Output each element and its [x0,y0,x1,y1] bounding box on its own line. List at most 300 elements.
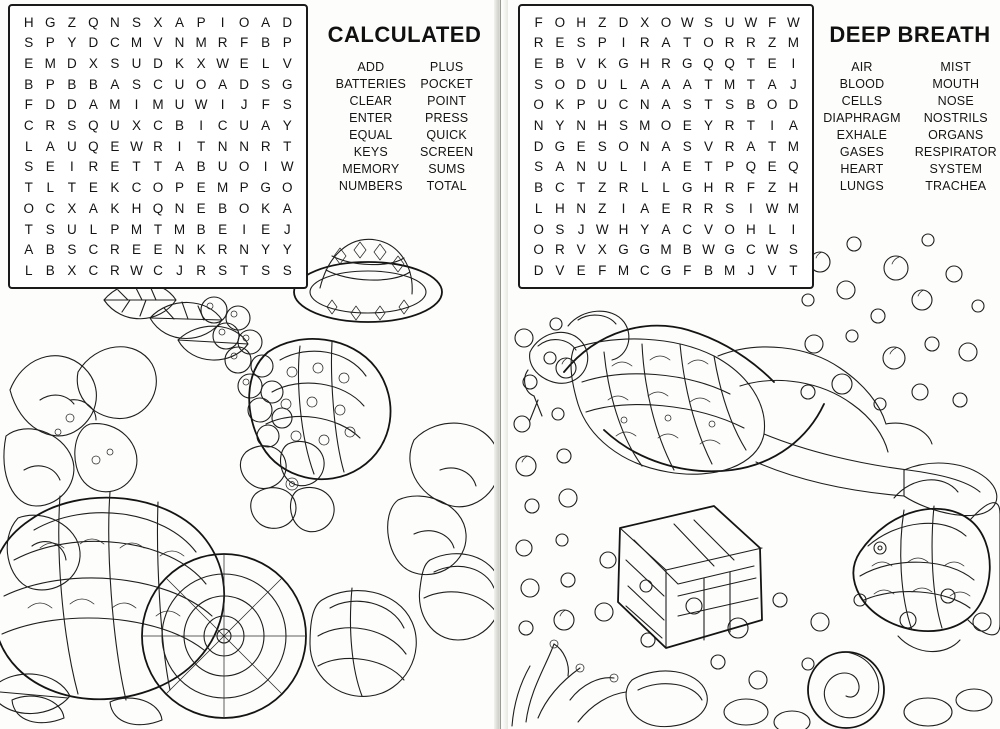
right-grid-cell: U [724,14,735,30]
left-grid-cell: D [66,97,77,113]
left-grid-cell: I [220,14,225,30]
right-grid-cell: G [554,138,566,154]
right-grid-cell: F [768,14,777,30]
right-grid-cell: D [533,138,544,154]
right-grid-cell: A [661,76,671,92]
right-grid-cell: S [682,138,692,154]
left-grid-cell: C [45,200,56,216]
right-grid-cell: O [533,242,544,258]
left-grid-cell: K [175,55,185,71]
left-grid-cell: P [45,76,55,92]
left-grid-cell: M [152,97,164,113]
left-grid-cell: X [67,262,77,278]
left-grid-cell: U [174,97,185,113]
left-grid-cell: F [240,35,249,51]
left-grid-cell: U [131,55,142,71]
right-word: NOSTRILS [923,111,988,125]
left-grid-cell: G [281,76,293,92]
right-grid-cell: Y [703,118,713,134]
right-grid-cell: M [787,138,799,154]
right-grid-cell: N [533,118,544,134]
left-grid-cell: B [45,262,55,278]
right-grid-cell: P [597,35,607,51]
left-grid-cell: R [110,262,120,278]
right-puzzle-title: DEEP BREATH [829,22,991,47]
left-grid-cell: A [110,76,120,92]
left-grid-cell: C [153,76,163,92]
right-grid-cell: M [724,262,736,278]
left-grid-cell: P [282,35,292,51]
right-grid-cell: L [641,180,649,196]
right-grid-cell: R [724,180,735,196]
right-word: MOUTH [932,77,980,91]
left-grid-cell: B [88,76,98,92]
left-grid-cell: H [131,200,142,216]
left-word: POCKET [420,77,473,91]
right-grid-cell: H [746,221,756,237]
left-grid-cell: R [88,159,99,175]
right-grid-cell: S [682,97,692,113]
left-grid-cell: X [196,55,206,71]
left-grid-cell: K [110,200,120,216]
left-grid-cell: A [218,76,228,92]
right-grid-cell: A [661,97,671,113]
right-grid-cell: S [597,138,607,154]
right-grid-cell: O [533,97,544,113]
right-grid-cell: O [660,14,672,30]
left-grid-cell: B [45,242,55,258]
left-grid-cell: C [110,35,120,51]
right-grid-cell: S [555,221,565,237]
right-grid-cell: L [619,159,628,175]
right-word: TRACHEA [925,179,987,193]
left-grid-cell: C [153,262,163,278]
left-grid-cell: N [239,242,250,258]
right-grid-cell: W [765,242,779,258]
left-puzzle-title: CALCULATED [327,22,482,47]
left-grid-cell: R [153,138,163,154]
right-grid-cell: M [639,118,651,134]
right-grid-cell: N [576,200,586,216]
right-grid-cell: R [703,200,714,216]
right-word: HEART [840,162,884,176]
left-grid-cell: I [69,159,74,175]
right-grid-cell: Q [724,55,735,71]
right-grid-cell: W [702,242,715,258]
right-grid-cell: U [597,159,608,175]
left-grid-cell: Q [88,14,99,30]
left-grid-cell: O [195,76,207,92]
left-grid-cell: W [130,262,143,278]
left-grid-cell: G [45,14,56,30]
right-grid-cell: Y [555,118,565,134]
left-grid-cell: O [238,14,250,30]
right-grid-cell: E [682,159,692,175]
left-grid-cell: T [24,180,33,196]
left-grid-cell: T [283,138,292,154]
left-grid-cell: S [261,262,271,278]
right-grid-cell: V [767,262,777,278]
left-grid-cell: T [153,159,163,175]
right-grid-cell: E [767,55,777,71]
left-grid-cell: P [110,221,120,237]
left-grid-cell: A [261,118,271,134]
left-grid-cell: R [217,242,228,258]
right-grid-cell: O [533,221,544,237]
left-grid-cell: U [239,118,250,134]
left-grid-cell: N [174,200,185,216]
right-page [508,0,1000,729]
left-grid-cell: T [24,221,33,237]
left-grid-cell: U [66,221,77,237]
right-grid-cell: T [704,159,713,175]
right-grid-cell: A [555,159,565,175]
left-grid-cell: E [196,200,206,216]
left-grid-cell: E [88,180,98,196]
right-grid-cell: X [640,14,650,30]
right-grid-cell: O [703,35,714,51]
left-grid-cell: O [23,200,35,216]
left-grid-cell: L [46,180,55,196]
left-grid-cell: B [196,221,206,237]
left-grid-cell: A [88,97,98,113]
right-word: AIR [851,60,873,74]
right-grid-cell: F [683,262,692,278]
left-grid-cell: D [88,35,99,51]
left-word-search-grid [8,4,308,289]
right-grid-cell: I [791,55,796,71]
right-grid-cell: T [746,55,756,71]
right-grid-cell: B [555,55,565,71]
left-grid-cell: R [217,35,228,51]
right-grid-cell: D [533,262,544,278]
right-grid-cell: G [681,55,693,71]
right-grid-cell: U [597,97,608,113]
left-grid-cell: Q [88,118,99,134]
right-grid-cell: I [642,159,647,175]
right-grid-cell: J [790,76,797,92]
right-grid-cell: G [618,55,629,71]
left-grid-cell: N [110,14,120,30]
right-grid-cell: R [554,242,565,258]
right-grid-cell: T [683,35,692,51]
right-grid-cell: R [724,138,735,154]
left-grid-cell: D [239,76,250,92]
left-word: EQUAL [349,128,393,142]
right-grid-cell: R [746,35,756,51]
left-word: ENTER [349,111,393,125]
left-grid-cell: B [175,118,185,134]
right-grid-cell: D [788,97,799,113]
left-grid-cell: T [196,138,206,154]
right-grid-cell: I [621,200,626,216]
left-grid-cell: D [282,14,293,30]
right-grid-cell: H [788,180,799,196]
left-grid-cell: T [132,159,141,175]
left-grid-cell: W [280,159,294,175]
left-grid-cell: L [89,221,98,237]
right-grid-cell: B [703,262,713,278]
left-grid-cell: Q [152,200,164,216]
right-grid-cell: E [555,35,565,51]
left-grid-cell: A [175,159,185,175]
right-grid-cell: V [703,138,713,154]
left-grid-cell: E [24,55,34,71]
right-grid-cell: Q [703,55,714,71]
left-puzzle-header [312,22,497,193]
right-word: NOSE [937,94,974,108]
left-grid-cell: L [25,138,33,154]
right-grid-cell: L [534,200,543,216]
right-grid-cell: N [576,159,586,175]
right-grid-cell: M [787,35,799,51]
right-grid-cell: T [704,76,713,92]
right-word: ORGANS [928,128,984,142]
left-grid-cell: B [67,76,77,92]
left-grid-cell: P [239,180,249,196]
left-grid-cell: B [261,35,271,51]
left-grid-cell: I [199,118,203,134]
left-grid-cell: E [110,159,120,175]
right-word-list [820,60,1000,193]
right-word: SYSTEM [929,162,983,176]
right-word: DIAPHRAGM [823,111,901,125]
right-grid-cell: D [618,14,629,30]
left-grid-cell: N [174,242,185,258]
left-grid-cell: V [153,35,163,51]
right-grid-cell: N [639,97,650,113]
fold-line [500,0,501,729]
left-word: QUICK [426,128,467,142]
right-grid-cell: G [639,242,651,258]
left-grid-cell: M [173,221,186,237]
right-grid-cell: A [640,76,650,92]
left-grid-cell: U [66,138,77,154]
right-grid-cell: R [724,35,735,51]
right-word: BLOOD [839,77,885,91]
left-grid-cell: R [110,242,120,258]
left-grid-cell: O [152,180,164,196]
left-grid-cell: X [131,118,141,134]
right-grid-cell: I [749,200,753,216]
left-grid-cell: I [220,97,225,113]
right-grid-cell: Z [768,35,777,51]
left-grid-cell: D [45,97,56,113]
left-grid-cell: R [45,118,56,134]
left-grid-cell: S [282,262,292,278]
right-puzzle-header [820,22,1000,193]
right-grid-cell: C [746,242,756,258]
right-grid-cell: A [661,138,671,154]
right-grid-cell: J [577,221,585,237]
left-grid-cell: O [238,159,250,175]
left-grid-cell: T [67,180,76,196]
left-grid-cell: A [24,242,34,258]
right-grid-cell: Z [768,180,777,196]
right-grid-cell: O [660,118,672,134]
right-grid-cell: H [576,14,586,30]
left-grid-cell: I [134,97,139,113]
right-grid-cell: A [661,221,671,237]
left-grid-cell: M [130,35,143,51]
right-grid-cell: F [534,14,543,30]
right-grid-cell: O [554,14,566,30]
left-grid-cell: C [217,118,228,134]
left-grid-cell: S [261,76,271,92]
right-word: GASES [839,145,884,159]
left-grid-cell: E [45,159,55,175]
left-grid-cell: D [153,55,163,71]
right-grid-cell: W [680,14,694,30]
right-grid-cell: S [725,200,735,216]
right-grid-cell: Z [598,14,607,30]
right-grid-cell: E [576,138,586,154]
right-grid-cell: T [789,262,798,278]
left-grid-cell: U [174,76,185,92]
right-grid-cell: R [724,118,735,134]
left-grid-cell: A [175,14,185,30]
right-grid-cell: S [534,159,544,175]
left-grid-cell: E [153,242,163,258]
right-grid-cell: W [744,14,758,30]
left-word: SCREEN [420,145,474,159]
right-grid-cell: S [534,76,544,92]
right-grid-cell: W [787,14,800,30]
right-grid-cell: O [554,76,566,92]
right-grid-cell: C [618,97,629,113]
right-grid-cell: B [682,242,692,258]
right-grid-cell: H [703,180,714,196]
left-grid-cell: N [239,138,250,154]
right-grid-cell: R [661,55,671,71]
left-grid-cell: A [261,14,271,30]
left-grid-cell: I [177,138,182,154]
left-grid-cell: K [261,200,271,216]
right-grid-cell: C [639,262,650,278]
left-grid-cell: H [23,14,34,30]
right-grid-cell: H [618,221,629,237]
left-word: ADD [357,60,385,74]
right-grid-cell: J [747,262,755,278]
left-grid-cell: G [260,180,271,196]
right-grid-cell: F [746,180,756,196]
right-grid-cell: Q [788,159,799,175]
right-grid-cell: K [555,97,565,113]
right-grid-cell: T [768,138,777,154]
right-grid-cell: P [725,159,735,175]
left-grid-cell: B [24,76,34,92]
left-grid-cell: O [281,180,293,196]
left-grid-cell: U [217,159,228,175]
right-grid-cell: I [791,221,796,237]
right-grid-cell: R [618,180,629,196]
left-grid-cell: O [238,200,250,216]
right-grid-cell: M [617,262,630,278]
right-grid-cell: H [639,55,650,71]
left-grid-cell: E [110,138,120,154]
left-word: PLUS [429,60,464,74]
left-grid-cell: C [131,180,142,196]
right-grid-cell: A [788,118,798,134]
left-word: MEMORY [342,162,400,176]
right-grid-cell: Z [598,200,607,216]
left-grid-cell: T [240,262,249,278]
right-grid-cell: U [597,76,608,92]
right-grid-cell: Q [745,159,757,175]
left-grid-cell: I [263,159,268,175]
right-grid-cell: R [639,35,650,51]
left-grid-cell: E [218,221,228,237]
left-grid-cell: C [23,118,34,134]
right-grid-cell: R [533,35,544,51]
left-grid-cell: B [218,200,228,216]
right-grid-cell: A [661,35,671,51]
left-grid-cell: Y [282,242,292,258]
left-grid-cell: M [109,97,121,113]
right-word-column-2 [915,60,997,193]
left-word-list [312,60,497,193]
left-grid-cell: K [110,180,120,196]
left-word: PRESS [424,111,469,125]
right-grid-letters [520,6,812,287]
right-grid-cell: E [576,262,586,278]
right-grid-cell: A [640,200,650,216]
left-grid-cell: L [25,262,33,278]
right-grid-cell: O [618,138,629,154]
left-grid-cell: D [66,55,77,71]
left-grid-cell: S [24,159,34,175]
left-grid-cell: E [196,180,206,196]
right-grid-cell: G [724,242,735,258]
left-grid-cell: A [45,138,55,154]
right-word: CELLS [841,94,883,108]
left-word: NUMBERS [338,179,403,193]
right-grid-cell: E [534,55,544,71]
left-word: POINT [427,94,467,108]
right-grid-cell: N [639,138,650,154]
left-grid-cell: C [153,118,163,134]
left-grid-cell: S [218,262,228,278]
left-grid-cell: R [196,262,206,278]
left-grid-cell: P [175,180,185,196]
left-grid-cell: S [67,242,77,258]
right-grid-cell: M [787,200,799,216]
left-grid-cell: S [110,55,120,71]
left-grid-cell: S [131,14,141,30]
right-grid-cell: I [621,35,626,51]
right-grid-cell: O [724,221,735,237]
left-grid-cell: M [44,55,56,71]
right-grid-cell: G [681,180,693,196]
right-grid-cell: G [618,242,629,258]
right-grid-cell: L [619,76,628,92]
left-grid-cell: Y [67,35,77,51]
right-grid-cell: M [724,76,736,92]
left-grid-cell: C [88,262,99,278]
left-word: BATTERIES [335,77,407,91]
left-grid-cell: S [131,76,141,92]
right-grid-cell: O [766,97,778,113]
right-grid-cell: R [682,200,693,216]
right-word: RESPIRATOR [914,145,997,159]
left-grid-cell: E [131,242,141,258]
right-grid-cell: Z [598,180,607,196]
right-grid-cell: E [661,200,671,216]
right-word: MIST [940,60,972,74]
right-grid-cell: Y [640,221,650,237]
right-grid-cell: S [703,14,713,30]
right-grid-cell: A [767,76,777,92]
